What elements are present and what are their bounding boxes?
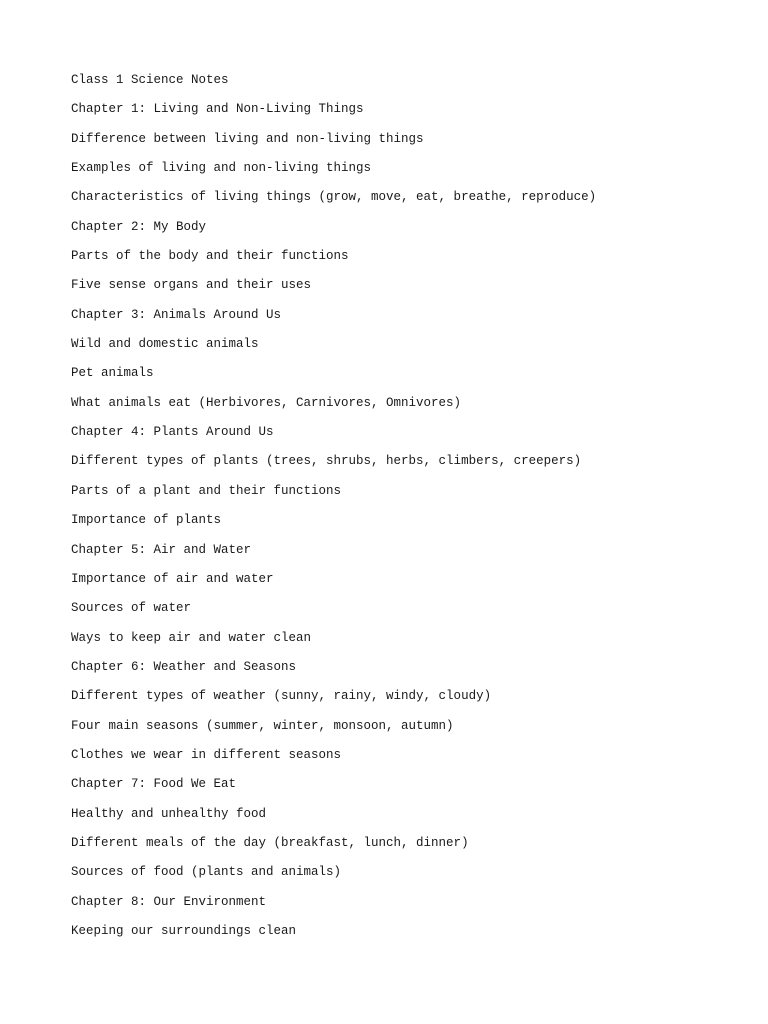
- topic-line: Sources of food (plants and animals): [71, 865, 342, 880]
- topic-line: Examples of living and non-living things: [71, 161, 372, 176]
- topic-line: Parts of a plant and their functions: [71, 483, 342, 498]
- notes-text: [71, 70, 596, 950]
- topic-line: Sources of water: [71, 601, 192, 616]
- topic-line: Importance of air and water: [71, 571, 274, 586]
- topic-line: Different types of plants (trees, shrubs, herbs, climbers, creepers): [71, 454, 582, 469]
- topic-line: Clothes we wear in different seasons: [71, 747, 342, 762]
- chapter-heading: Chapter 6: Weather and Seasons: [71, 659, 297, 674]
- chapter-heading: Chapter 1: Living and Non-Living Things: [71, 102, 364, 117]
- topic-line: Difference between living and non-living things: [71, 131, 424, 146]
- topic-line: Pet animals: [71, 366, 154, 381]
- chapter-heading: Chapter 3: Animals Around Us: [71, 307, 282, 322]
- document-title: Class 1 Science Notes: [71, 73, 229, 87]
- topic-line: Characteristics of living things (grow, move, eat, breathe, reproduce): [71, 190, 597, 205]
- chapter-heading: Chapter 2: My Body: [71, 219, 207, 234]
- topic-line: Four main seasons (summer, winter, monsoon, autumn): [71, 718, 454, 733]
- topic-line: Parts of the body and their functions: [71, 249, 349, 264]
- chapter-heading: Chapter 4: Plants Around Us: [71, 425, 274, 440]
- topic-line: Different meals of the day (breakfast, lunch, dinner): [71, 835, 469, 850]
- topic-line: Healthy and unhealthy food: [71, 806, 267, 821]
- chapter-heading: Chapter 8: Our Environment: [71, 894, 267, 909]
- topic-line: Keeping our surroundings clean: [71, 923, 297, 938]
- topic-line: Importance of plants: [71, 513, 222, 528]
- topic-line: Wild and domestic animals: [71, 337, 259, 352]
- topic-line: What animals eat (Herbivores, Carnivores, Omnivores): [71, 395, 462, 410]
- topic-line: Five sense organs and their uses: [71, 278, 312, 293]
- chapter-heading: Chapter 5: Air and Water: [71, 542, 252, 557]
- topic-line: Different types of weather (sunny, rainy, windy, cloudy): [71, 689, 492, 704]
- chapter-heading: Chapter 7: Food We Eat: [71, 777, 237, 792]
- topic-line: Ways to keep air and water clean: [71, 630, 312, 645]
